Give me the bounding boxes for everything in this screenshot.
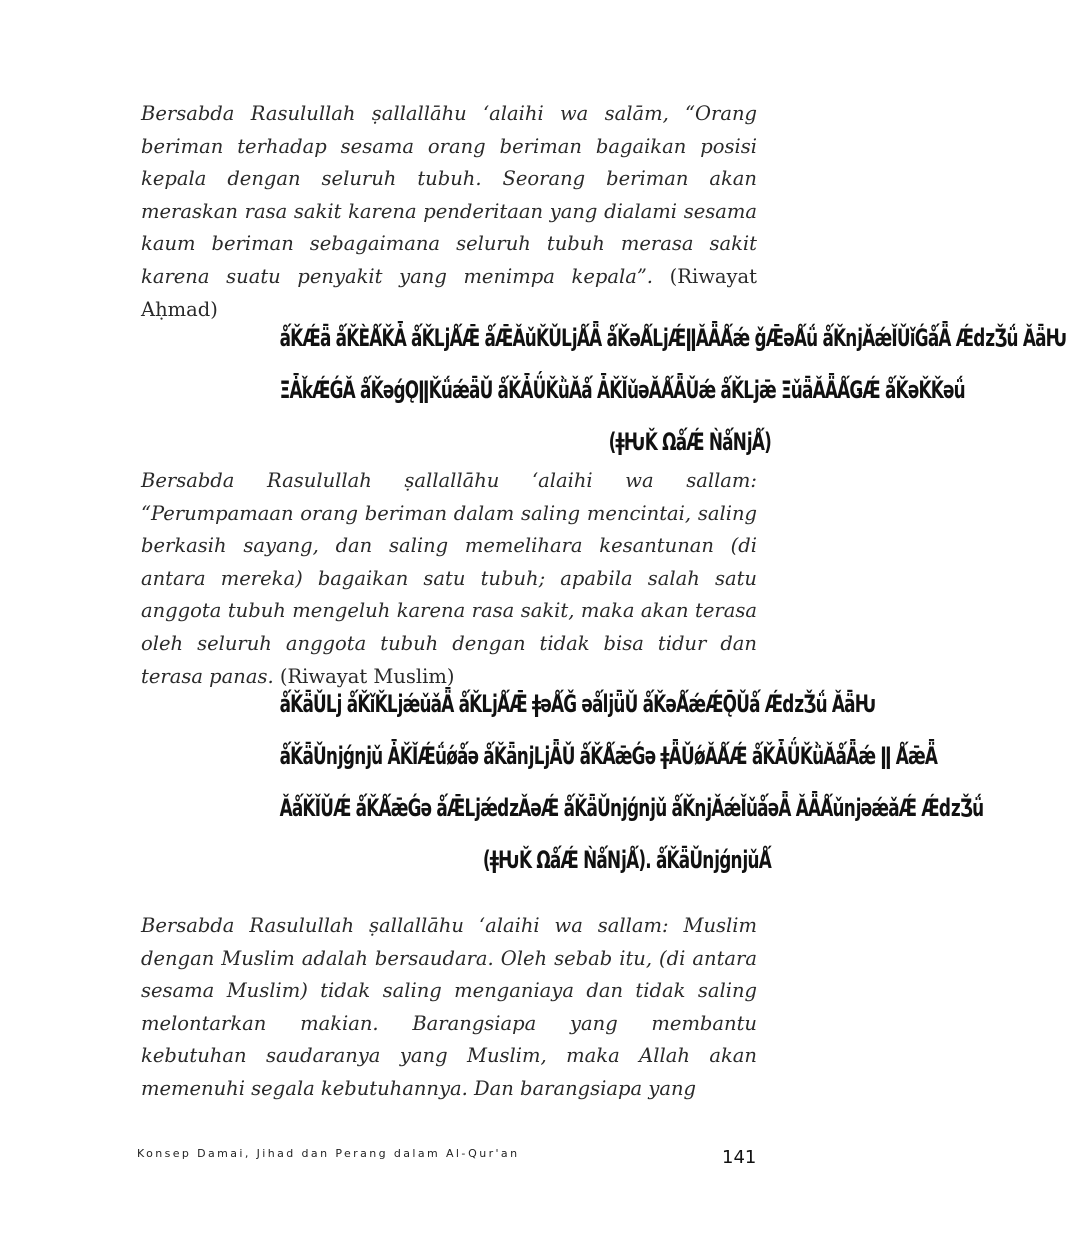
arabic-line: ΞǠǩǼǴǍ ǻǨǝǵǪǁǨǘǽǟǓ ǻǨǠǗǨǜǍǻ ǠǨǏǔǝǍǺǞǓǽ ǻǨǈǣ ΞǔǟǍǞǺǤǼ ǻǨǝǨǨǝǘ [279, 376, 965, 404]
arabic-line: ǻǨǼǟ ǻǨÈǺǨǠ ǻǨǈǺǢ ǻǢǍǔǨǓǈǺǞ ǻǨǝǺǈǼǁǍǞǺǽ ǧǢǝǺǘ ǻǨǌǍǽǏǓǐǴǻǞ ǼǳǮǘ ǍǟǶ [279, 324, 1067, 352]
arabic-line: ǍǻǨǏǓǼ ǻǨǺǣǴǝ ǻǢǈǽǳǍǝǼ ǻǨǟǓǌǵǌǔ ǻǨǌǍǽǏǔǻǝǞ ǍǞǺǔǌǝǽǎǼ ǼǳǮǘ [279, 794, 984, 822]
arabic-line: (ǂǶǨ ΩǻǼ ǸǻǋǺ). ǻǨǟǓǌǵǌǔǺ [482, 846, 771, 874]
arabic-hadith-1 [279, 312, 1067, 468]
footer-book-title: Konsep Damai, Jihad dan Perang dalam Al-Qur'an [137, 1147, 520, 1160]
translation-paragraph-3 [141, 910, 757, 1106]
arabic-line: ǻǨǟǓǌǵǌǔ ǠǨǏǼǘǿǻǝ ǻǨǟǌǈǞǓ ǻǨǺǣǴǝ ǂǞǓǿǍǺǼ ǻǨǠǗǨǜǍǻǞǽ ǁ ǺǣǞ [279, 742, 938, 770]
translation-text: Bersabda Rasulullah ṣallallāhu ‘alaihi wa salām, “Orang beriman terhadap sesama orang beriman bagaikan posisi kepala dengan seluruh tubuh. Seorang beriman akan meraskan rasa sakit karena penderitaan yang dialami sesama kaum beriman sebagaimana seluruh tubuh merasa sakit karena suatu penyakit yang menimpa kepala”. [141, 102, 757, 288]
translation-paragraph-2 [141, 465, 757, 693]
arabic-hadith-2 [279, 678, 984, 886]
arabic-line: (ǂǶǨ ΩǻǼ ǸǻǋǺ) [608, 428, 771, 456]
arabic-line: ǻǨǟǓǈ ǻǨǐǨǈǽǔǎǞ ǻǨǈǺǢ ǂǝǺǦ ǝǻǉǖǓ ǻǨǝǺǽǼǬǓǻ ǼǳǮǘ ǍǟǶ [279, 690, 876, 718]
hadith-source: (Riwayat Aḥmad) [141, 264, 757, 321]
translation-paragraph-1 [141, 98, 757, 326]
translation-text: Bersabda Rasulullah ṣallallāhu ‘alaihi wa sallam: Muslim dengan Muslim adalah bersaudara. Oleh sebab itu, (di antara sesama Muslim) tidak saling menganiaya dan tidak saling melontarkan makian. Barangsiapa yang membantu kebutuhan saudaranya yang Muslim, maka Allah akan memenuhi segala kebutuhannya. Dan barangsiapa yang [141, 914, 757, 1100]
hadith-source: (Riwayat Muslim) [279, 664, 455, 688]
page-number: 141 [722, 1147, 757, 1168]
translation-text: Bersabda Rasulullah ṣallallāhu ‘alaihi wa sallam: “Perumpamaan orang beriman dalam saling mencintai, saling berkasih sayang, dan saling memelihara kesantunan (di antara mereka) bagaikan satu tubuh; apabila salah satu anggota tubuh mengeluh karena rasa sakit, maka akan terasa oleh seluruh anggota tubuh dengan tidak bisa tidur dan terasa panas. [141, 469, 757, 688]
